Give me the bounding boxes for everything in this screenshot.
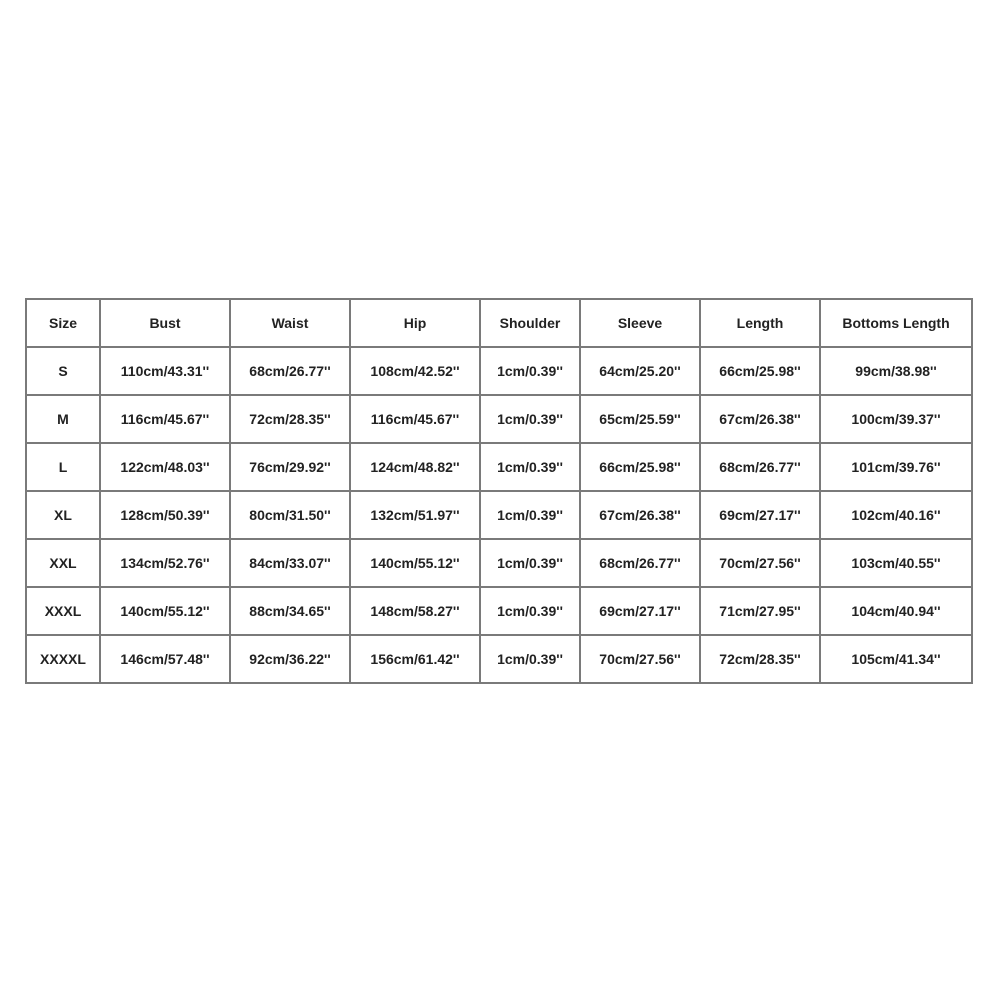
cell-waist: 80cm/31.50'' — [230, 491, 350, 539]
cell-bust: 116cm/45.67'' — [100, 395, 230, 443]
cell-shoulder: 1cm/0.39'' — [480, 395, 580, 443]
cell-bust: 110cm/43.31'' — [100, 347, 230, 395]
cell-size: XXXXL — [26, 635, 100, 683]
cell-hip: 140cm/55.12'' — [350, 539, 480, 587]
header-hip: Hip — [350, 299, 480, 347]
cell-size: S — [26, 347, 100, 395]
cell-length: 71cm/27.95'' — [700, 587, 820, 635]
cell-hip: 148cm/58.27'' — [350, 587, 480, 635]
header-waist: Waist — [230, 299, 350, 347]
header-bottoms-length: Bottoms Length — [820, 299, 972, 347]
cell-bottoms-length: 99cm/38.98'' — [820, 347, 972, 395]
cell-sleeve: 69cm/27.17'' — [580, 587, 700, 635]
cell-waist: 68cm/26.77'' — [230, 347, 350, 395]
cell-bottoms-length: 105cm/41.34'' — [820, 635, 972, 683]
cell-bottoms-length: 104cm/40.94'' — [820, 587, 972, 635]
cell-length: 68cm/26.77'' — [700, 443, 820, 491]
cell-length: 69cm/27.17'' — [700, 491, 820, 539]
cell-waist: 92cm/36.22'' — [230, 635, 350, 683]
table-row — [26, 635, 972, 683]
cell-sleeve: 68cm/26.77'' — [580, 539, 700, 587]
cell-bust: 122cm/48.03'' — [100, 443, 230, 491]
cell-hip: 132cm/51.97'' — [350, 491, 480, 539]
header-row — [26, 299, 972, 347]
table-row — [26, 491, 972, 539]
size-chart-table — [25, 298, 973, 684]
cell-size: XL — [26, 491, 100, 539]
cell-length: 72cm/28.35'' — [700, 635, 820, 683]
header-sleeve: Sleeve — [580, 299, 700, 347]
cell-size: M — [26, 395, 100, 443]
cell-bottoms-length: 101cm/39.76'' — [820, 443, 972, 491]
cell-length: 70cm/27.56'' — [700, 539, 820, 587]
cell-bust: 134cm/52.76'' — [100, 539, 230, 587]
cell-length: 66cm/25.98'' — [700, 347, 820, 395]
cell-sleeve: 66cm/25.98'' — [580, 443, 700, 491]
header-size: Size — [26, 299, 100, 347]
table-row — [26, 587, 972, 635]
cell-hip: 108cm/42.52'' — [350, 347, 480, 395]
cell-hip: 124cm/48.82'' — [350, 443, 480, 491]
header-bust: Bust — [100, 299, 230, 347]
cell-length: 67cm/26.38'' — [700, 395, 820, 443]
cell-sleeve: 70cm/27.56'' — [580, 635, 700, 683]
cell-bottoms-length: 102cm/40.16'' — [820, 491, 972, 539]
cell-shoulder: 1cm/0.39'' — [480, 347, 580, 395]
cell-bottoms-length: 103cm/40.55'' — [820, 539, 972, 587]
cell-size: XXL — [26, 539, 100, 587]
table-row — [26, 395, 972, 443]
cell-sleeve: 64cm/25.20'' — [580, 347, 700, 395]
table-row — [26, 443, 972, 491]
table-row — [26, 539, 972, 587]
cell-shoulder: 1cm/0.39'' — [480, 587, 580, 635]
cell-shoulder: 1cm/0.39'' — [480, 491, 580, 539]
header-shoulder: Shoulder — [480, 299, 580, 347]
cell-hip: 156cm/61.42'' — [350, 635, 480, 683]
cell-waist: 84cm/33.07'' — [230, 539, 350, 587]
cell-size: L — [26, 443, 100, 491]
cell-bust: 128cm/50.39'' — [100, 491, 230, 539]
cell-bottoms-length: 100cm/39.37'' — [820, 395, 972, 443]
cell-hip: 116cm/45.67'' — [350, 395, 480, 443]
cell-waist: 72cm/28.35'' — [230, 395, 350, 443]
cell-bust: 146cm/57.48'' — [100, 635, 230, 683]
cell-bust: 140cm/55.12'' — [100, 587, 230, 635]
cell-waist: 88cm/34.65'' — [230, 587, 350, 635]
header-length: Length — [700, 299, 820, 347]
cell-sleeve: 67cm/26.38'' — [580, 491, 700, 539]
cell-shoulder: 1cm/0.39'' — [480, 443, 580, 491]
cell-waist: 76cm/29.92'' — [230, 443, 350, 491]
cell-shoulder: 1cm/0.39'' — [480, 539, 580, 587]
cell-shoulder: 1cm/0.39'' — [480, 635, 580, 683]
cell-sleeve: 65cm/25.59'' — [580, 395, 700, 443]
cell-size: XXXL — [26, 587, 100, 635]
table-row — [26, 347, 972, 395]
